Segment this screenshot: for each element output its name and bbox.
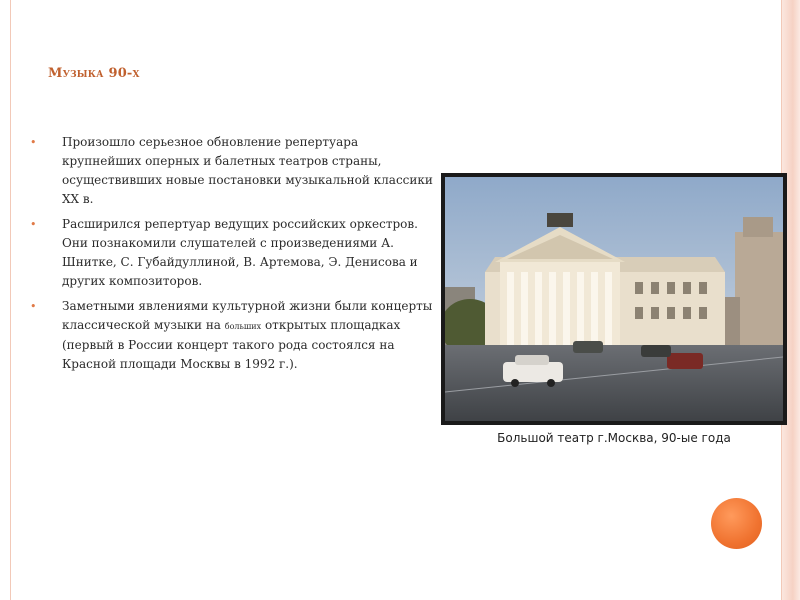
bullet-text-small: больших — [224, 322, 262, 331]
photo-caption: Большой театр г.Москва, 90-ые года — [497, 431, 731, 445]
theatre-illustration — [445, 177, 783, 421]
bullet-text: Произошло серьезное обновление репертуара крупнейших оперных и балетных театров страны, осуществивших новые постановки музыкальной классики XX в. — [62, 135, 433, 206]
bolshoi-theatre-photo — [441, 173, 787, 425]
bullet-dot-icon: • — [30, 300, 37, 313]
bullet-text-part: открытых площадках (первый в России концерт такого рода состоялся на Красной площади Москвы в 1992 г.). — [62, 318, 401, 371]
slide-title: Музыка 90-х — [48, 66, 140, 81]
bullet-list — [30, 133, 435, 380]
decorative-orb-icon — [711, 498, 762, 549]
bullet-item — [30, 297, 435, 374]
bullet-dot-icon: • — [30, 218, 37, 231]
bullet-text-part: Заметными явлениями культурной жизни были концерты классической музыки на — [62, 299, 433, 332]
bullet-item — [30, 215, 435, 291]
bullet-dot-icon: • — [30, 136, 37, 149]
bullet-text: Расширился репертуар ведущих российских оркестров. Они познакомили слушателей с произведениями А. Шнитке, С. Губайдуллиной, В. Артемова, Э. Денисова и других композиторов. — [62, 217, 418, 288]
bullet-item — [30, 133, 435, 209]
